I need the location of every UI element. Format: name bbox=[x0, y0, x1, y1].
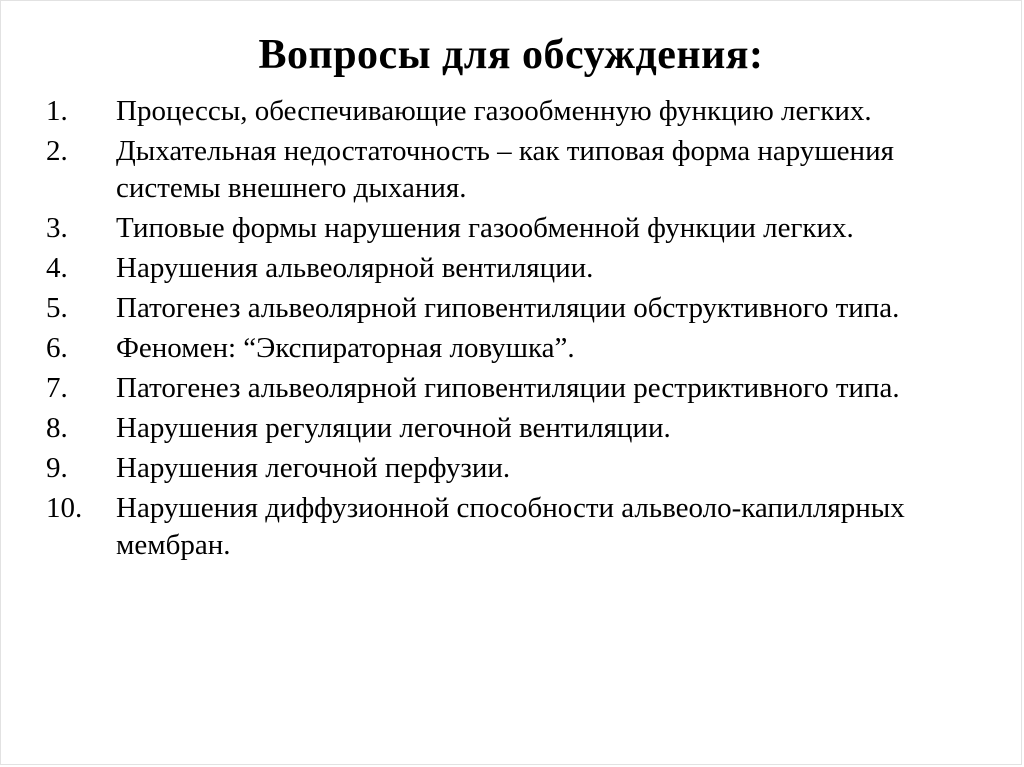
item-text: Дыхательная недостаточность – как типовая форма нарушения системы внешнего дыхания. bbox=[116, 135, 894, 204]
item-text: Нарушения альвеолярной вентиляции. bbox=[116, 252, 594, 284]
item-number: 6. bbox=[46, 332, 68, 364]
list-item bbox=[46, 133, 931, 207]
item-text: Процессы, обеспечивающие газообменную функцию легких. bbox=[116, 95, 872, 127]
item-text: Нарушения диффузионной способности альвеоло-капиллярных мембран. bbox=[116, 492, 905, 561]
question-list bbox=[1, 93, 1021, 564]
list-item bbox=[46, 450, 931, 487]
item-number: 3. bbox=[46, 212, 68, 244]
item-text: Феномен: “Экспираторная ловушка”. bbox=[116, 332, 575, 364]
list-item bbox=[46, 370, 931, 407]
item-text: Патогенез альвеолярной гиповентиляции рестриктивного типа. bbox=[116, 372, 900, 404]
item-number: 9. bbox=[46, 452, 68, 484]
item-number: 4. bbox=[46, 252, 68, 284]
item-number: 1. bbox=[46, 95, 68, 127]
item-text: Типовые формы нарушения газообменной функции легких. bbox=[116, 212, 854, 244]
list-item bbox=[46, 330, 931, 367]
item-text: Патогенез альвеолярной гиповентиляции обструктивного типа. bbox=[116, 292, 900, 324]
list-item bbox=[46, 250, 931, 287]
list-item bbox=[46, 93, 931, 130]
item-number: 8. bbox=[46, 412, 68, 444]
page-title: Вопросы для обсуждения: bbox=[258, 32, 764, 78]
item-number: 10. bbox=[46, 492, 83, 524]
list-item bbox=[46, 490, 931, 564]
item-number: 2. bbox=[46, 135, 68, 167]
list-item bbox=[46, 410, 931, 447]
item-number: 7. bbox=[46, 372, 68, 404]
list-item bbox=[46, 210, 931, 247]
item-text: Нарушения легочной перфузии. bbox=[116, 452, 511, 484]
item-text: Нарушения регуляции легочной вентиляции. bbox=[116, 412, 671, 444]
item-number: 5. bbox=[46, 292, 68, 324]
list-item bbox=[46, 290, 931, 327]
